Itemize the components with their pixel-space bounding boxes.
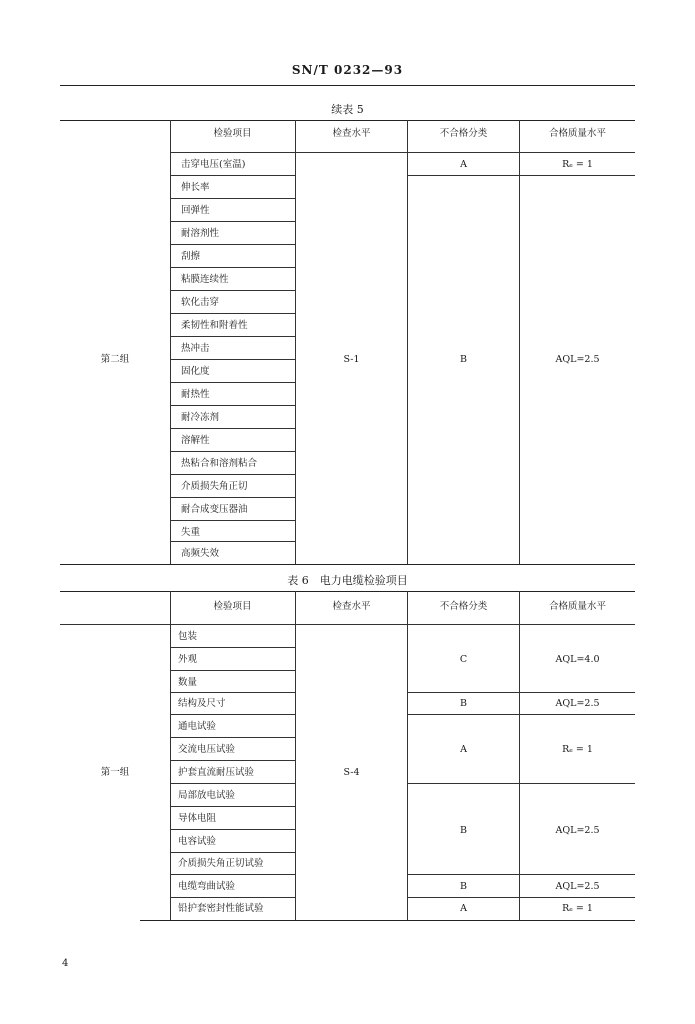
- table6-col-level: 检查水平: [332, 601, 371, 612]
- table5-item: 伸长率: [181, 182, 210, 193]
- table6-item: 铅护套密封性能试验: [178, 903, 264, 914]
- table6-row-line: [170, 737, 295, 738]
- table6-quality: Rₑ = 1: [562, 903, 593, 914]
- table6-row-line: [170, 647, 295, 648]
- table5-item: 回弹性: [181, 205, 210, 216]
- table6-group-line: [407, 897, 635, 898]
- table5-caption: 续表 5: [331, 103, 364, 116]
- table6-bottom-rule: [140, 920, 635, 921]
- table5-item: 热粘合和溶剂粘合: [181, 458, 258, 469]
- table6-col-quality: 合格质量水平: [548, 601, 606, 612]
- table6-row-line: [170, 692, 295, 693]
- table6-col-item: 检验项目: [213, 601, 252, 612]
- table6-class: B: [460, 825, 467, 836]
- table6-quality: AQL=2.5: [555, 698, 600, 709]
- table6-group-line: [407, 874, 635, 875]
- table6-item: 电缆弯曲试验: [178, 881, 236, 892]
- table6-caption: 表 6 电力电缆检验项目: [287, 574, 408, 587]
- table5-item: 刮擦: [181, 251, 201, 262]
- table5-quality-b: AQL=2.5: [555, 354, 600, 365]
- table6-item: 通电试验: [178, 721, 217, 732]
- table5-col-level: 检查水平: [332, 128, 371, 139]
- table6-row-line: [170, 714, 295, 715]
- table5-col-quality: 合格质量水平: [548, 128, 606, 139]
- table5-item: 耐合成变压器油: [181, 504, 248, 515]
- table6-item: 包装: [178, 631, 198, 642]
- table6-vline: [170, 591, 171, 920]
- table6-col-class: 不合格分类: [439, 601, 488, 612]
- table6-item: 数量: [178, 677, 198, 688]
- table6-item: 介质损失角正切试验: [178, 858, 264, 869]
- table5-col-item: 检验项目: [213, 128, 252, 139]
- table5-level: S-1: [343, 354, 360, 365]
- table6-class: A: [460, 744, 467, 755]
- table6-item: 护套直流耐压试验: [178, 767, 255, 778]
- table5-item: 介质损失角正切: [181, 481, 248, 492]
- table6-quality: AQL=4.0: [555, 654, 600, 665]
- table5-item: 柔韧性和附着性: [181, 320, 248, 331]
- table6-quality: AQL=2.5: [555, 881, 600, 892]
- table5-quality-a: Rₑ = 1: [562, 159, 593, 170]
- table6-group-line: [407, 714, 635, 715]
- table6-group: 第一组: [100, 767, 130, 778]
- table6-item: 导体电阻: [178, 813, 217, 824]
- table5-class-b: B: [460, 354, 467, 365]
- table6-quality: Rₑ = 1: [562, 744, 593, 755]
- table5-item: 溶解性: [181, 435, 210, 446]
- table6-row-line: [170, 760, 295, 761]
- table5-group: 第二组: [100, 354, 130, 365]
- table6-item: 结构及尺寸: [178, 698, 226, 709]
- table6-row-line: [170, 670, 295, 671]
- table6-item: 局部放电试验: [178, 790, 236, 801]
- table6-item: 电容试验: [178, 836, 217, 847]
- table6-class: B: [460, 698, 467, 709]
- table5-item: 耐热性: [181, 389, 210, 400]
- table5-item: 软化击穿: [181, 297, 220, 308]
- table5-item: 高频失效: [181, 548, 220, 559]
- table6-row-line: [170, 783, 295, 784]
- table6-item: 外观: [178, 654, 198, 665]
- table6-class: A: [460, 903, 467, 914]
- table6-item: 交流电压试验: [178, 744, 236, 755]
- table5-item: 耐溶剂性: [181, 228, 220, 239]
- table6-row-line: [170, 829, 295, 830]
- table5-item: 失重: [181, 527, 201, 538]
- table6-group-line: [407, 692, 635, 693]
- table6-row-line: [170, 874, 295, 875]
- table5-item: 耐冷冻剂: [181, 412, 220, 423]
- table6-header-line: [60, 624, 635, 625]
- table6-level: S-4: [343, 767, 360, 778]
- table6-row-line: [170, 852, 295, 853]
- table6-class: B: [460, 881, 467, 892]
- table5-item: 击穿电压(室温): [181, 159, 246, 170]
- table6-group-line: [407, 783, 635, 784]
- table5-col-class: 不合格分类: [439, 128, 488, 139]
- table6-quality: AQL=2.5: [555, 825, 600, 836]
- table5-class-a: A: [460, 159, 467, 170]
- table6-row-line: [170, 897, 295, 898]
- table6-class: C: [459, 654, 468, 665]
- table5-item: 粘膜连续性: [181, 274, 229, 285]
- table5-item: 固化度: [181, 366, 210, 377]
- table6-row-line: [170, 806, 295, 807]
- standard-code: SN/T 0232—93: [291, 63, 404, 77]
- table5-item: 热冲击: [181, 343, 210, 354]
- page-number: 4: [62, 958, 69, 969]
- table6-vline: [295, 591, 296, 920]
